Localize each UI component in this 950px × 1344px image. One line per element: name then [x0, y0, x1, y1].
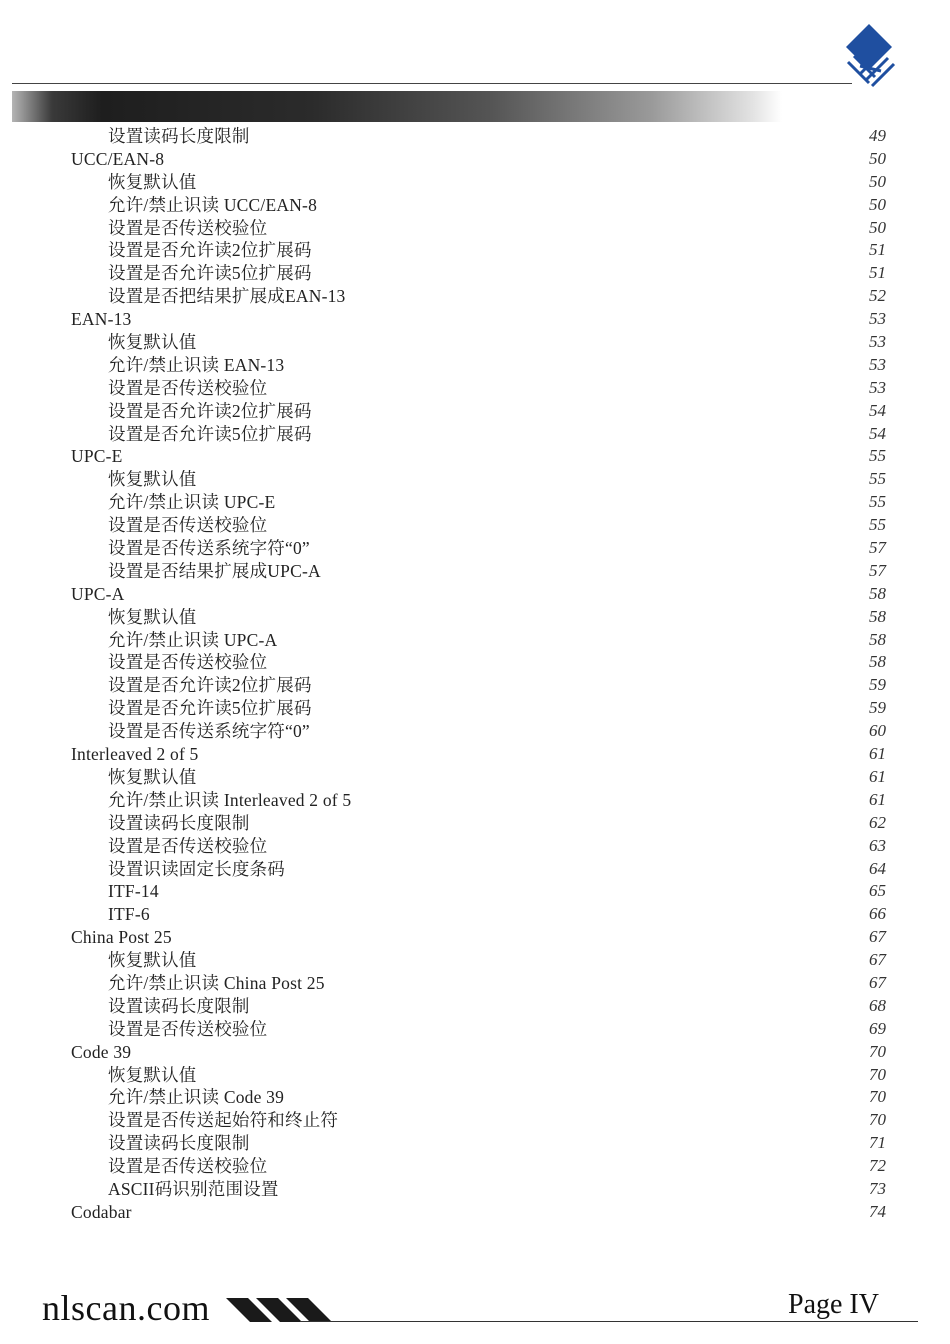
toc-entry-title: 设置是否传送校验位	[108, 217, 268, 238]
toc-entry-title: 允许/禁止识读 Code 39	[108, 1087, 285, 1108]
toc-page-number: 55	[869, 515, 886, 535]
toc-entry-title: 设置读码长度限制	[108, 126, 250, 146]
toc-entry[interactable]	[0, 673, 950, 696]
toc-page-number: 70	[869, 1087, 886, 1107]
toc-page-number: 70	[869, 1041, 886, 1061]
toc-page-number: 58	[869, 606, 886, 626]
toc-entry[interactable]	[0, 422, 950, 445]
toc-entry-title: 允许/禁止识读 China Post 25	[108, 972, 325, 993]
toc-entry[interactable]	[0, 788, 950, 811]
toc-page-number: 70	[869, 1064, 886, 1084]
toc-entry-title: 允许/禁止识读 UPC-A	[108, 629, 278, 650]
toc-entry[interactable]	[0, 994, 950, 1017]
toc-entry[interactable]	[0, 399, 950, 422]
toc-page-number: 54	[869, 400, 886, 420]
toc-entry[interactable]	[0, 124, 950, 147]
toc-entry[interactable]	[0, 559, 950, 582]
toc-entry-title: 设置读码长度限制	[108, 1133, 250, 1154]
toc-entry-title: 恢复默认值	[108, 1064, 197, 1085]
toc-entry[interactable]	[0, 536, 950, 559]
toc-entry-title: 设置识读固定长度条码	[108, 858, 285, 879]
toc-entry-title: 设置是否传送校验位	[108, 377, 268, 398]
toc-page-number: 59	[869, 675, 886, 695]
toc-entry[interactable]	[0, 857, 950, 880]
footer-site-name: nlscan.com	[42, 1288, 210, 1328]
toc-entry-title: 设置是否结果扩展成UPC-A	[108, 560, 321, 581]
toc-entry[interactable]	[0, 948, 950, 971]
toc-page-number: 69	[869, 1018, 886, 1038]
nlscan-diamond-logo-icon	[842, 22, 896, 92]
toc-section[interactable]	[0, 147, 950, 170]
toc-entry-title: Code 39	[71, 1041, 132, 1062]
toc-entry-title: ITF-6	[108, 904, 150, 925]
toc-page-number: 58	[869, 652, 886, 672]
toc-page-number: 52	[869, 286, 886, 306]
toc-entry-title: UCC/EAN-8	[71, 148, 165, 169]
toc-page-number: 58	[869, 629, 886, 649]
toc-entry[interactable]	[0, 193, 950, 216]
toc-entry-title: 设置是否传送系统字符“0”	[108, 538, 310, 559]
toc-page-number: 63	[869, 835, 886, 855]
toc-page-number: 70	[869, 1110, 886, 1130]
toc-entry-title: 设置是否传送校验位	[108, 835, 268, 856]
toc-page-number: 67	[869, 927, 886, 947]
toc-page-number: 53	[869, 309, 886, 329]
toc-entry-title: China Post 25	[71, 927, 172, 948]
toc-page-number: 64	[869, 858, 886, 878]
toc-entry-title: ITF-14	[108, 881, 159, 902]
toc-entry-title: Interleaved 2 of 5	[71, 744, 199, 765]
toc-page-number: 66	[869, 904, 886, 924]
toc-entry[interactable]	[0, 650, 950, 673]
toc-entry-title: Codabar	[71, 1201, 132, 1222]
toc-page-number: 67	[869, 972, 886, 992]
toc-page-number: 53	[869, 354, 886, 374]
toc-section[interactable]	[0, 925, 950, 948]
toc-section[interactable]	[0, 742, 950, 765]
toc-entry-title: 恢复默认值	[108, 332, 197, 353]
toc-entry[interactable]	[0, 284, 950, 307]
toc-entry-title: 设置是否传送校验位	[108, 652, 268, 673]
toc-entry[interactable]	[0, 1017, 950, 1040]
toc-entry[interactable]	[0, 1063, 950, 1086]
toc-page-number: 61	[869, 766, 886, 786]
toc-entry[interactable]	[0, 238, 950, 261]
toc-entry-title: 设置是否允许读5位扩展码	[108, 423, 312, 444]
toc-page-number: 73	[869, 1178, 886, 1198]
toc-page-number: 53	[869, 377, 886, 397]
toc-entry[interactable]	[0, 1154, 950, 1177]
toc-entry[interactable]	[0, 1131, 950, 1154]
toc-page-number: 65	[869, 881, 886, 901]
toc-page-number: 55	[869, 492, 886, 512]
toc-entry[interactable]	[0, 902, 950, 925]
toc-section[interactable]	[0, 1200, 950, 1223]
toc-entry-title: 设置是否传送系统字符“0”	[108, 721, 310, 742]
toc-page-number: 58	[869, 583, 886, 603]
toc-page-number: 57	[869, 538, 886, 558]
toc-page-number: 53	[869, 332, 886, 352]
toc-entry-title: 设置读码长度限制	[108, 812, 250, 833]
toc-page-number: 61	[869, 744, 886, 764]
toc-entry-title: 设置是否允许读5位扩展码	[108, 263, 312, 284]
toc-entry-title: EAN-13	[71, 309, 132, 330]
toc-entry[interactable]	[0, 330, 950, 353]
toc-entry-title: 允许/禁止识读 EAN-13	[108, 354, 285, 375]
toc-page-number: 57	[869, 560, 886, 580]
toc-entry-title: 设置是否允许读2位扩展码	[108, 675, 312, 696]
toc-entry-title: 设置是否把结果扩展成EAN-13	[108, 286, 346, 307]
toc-entry[interactable]	[0, 261, 950, 284]
toc-entry[interactable]	[0, 719, 950, 742]
toc-entry-title: 恢复默认值	[108, 950, 197, 971]
toc-entry[interactable]	[0, 879, 950, 902]
toc-entry[interactable]	[0, 467, 950, 490]
toc-section[interactable]	[0, 307, 950, 330]
toc-entry[interactable]	[0, 216, 950, 239]
toc-section[interactable]	[0, 444, 950, 467]
toc-entry[interactable]	[0, 811, 950, 834]
toc-page-number: 50	[869, 171, 886, 191]
toc-section[interactable]	[0, 1040, 950, 1063]
toc-entry-title: ASCII码识别范围设置	[108, 1178, 279, 1199]
toc-entry[interactable]	[0, 353, 950, 376]
toc-entry-title: UPC-A	[71, 583, 125, 604]
toc-entry[interactable]	[0, 628, 950, 651]
toc-page-number: 50	[869, 148, 886, 168]
toc-entry-title: 允许/禁止识读 UPC-E	[108, 492, 276, 513]
toc-entry-title: UPC-E	[71, 446, 123, 467]
toc-page-number: 72	[869, 1156, 886, 1176]
toc-entry[interactable]	[0, 513, 950, 536]
toc-entry-title: 设置是否传送起始符和终止符	[108, 1110, 339, 1131]
header-gradient-bar	[12, 91, 782, 122]
toc-entry-title: 设置是否传送校验位	[108, 515, 268, 536]
toc-entry[interactable]	[0, 834, 950, 857]
toc-entry[interactable]	[0, 1177, 950, 1200]
page-number: Page IV	[788, 1289, 879, 1320]
toc-page-number: 50	[869, 217, 886, 237]
toc-entry[interactable]	[0, 765, 950, 788]
toc-page-number: 68	[869, 995, 886, 1015]
toc-entry[interactable]	[0, 1108, 950, 1131]
toc-page-number: 51	[869, 240, 886, 260]
toc-entry-title: 允许/禁止识读 UCC/EAN-8	[108, 194, 318, 215]
table-of-contents	[0, 124, 950, 1223]
toc-page-number: 60	[869, 721, 886, 741]
footer-stripes-decoration	[222, 1296, 342, 1324]
header-rule	[12, 83, 852, 84]
toc-page-number: 74	[869, 1201, 886, 1221]
toc-page-number: 61	[869, 789, 886, 809]
toc-section[interactable]	[0, 582, 950, 605]
toc-page-number: 71	[869, 1133, 886, 1153]
toc-page-number: 59	[869, 698, 886, 718]
toc-entry-title: 设置是否传送校验位	[108, 1156, 268, 1177]
toc-page-number: 55	[869, 446, 886, 466]
toc-entry-title: 恢复默认值	[108, 171, 197, 192]
toc-entry-title: 恢复默认值	[108, 606, 197, 627]
toc-entry[interactable]	[0, 490, 950, 513]
toc-entry-title: 设置是否允许读5位扩展码	[108, 698, 312, 719]
toc-page-number: 55	[869, 469, 886, 489]
toc-entry-title: 设置是否允许读2位扩展码	[108, 400, 312, 421]
toc-entry[interactable]	[0, 376, 950, 399]
toc-entry-title: 恢复默认值	[108, 469, 197, 490]
toc-page-number: 49	[869, 126, 886, 145]
toc-entry[interactable]	[0, 1085, 950, 1108]
toc-entry-title: 恢复默认值	[108, 766, 197, 787]
toc-entry[interactable]	[0, 170, 950, 193]
toc-page-number: 62	[869, 812, 886, 832]
toc-entry[interactable]	[0, 971, 950, 994]
toc-entry-title: 允许/禁止识读 Interleaved 2 of 5	[108, 789, 352, 810]
toc-page-number: 50	[869, 194, 886, 214]
toc-page-number: 54	[869, 423, 886, 443]
toc-entry-title: 设置读码长度限制	[108, 995, 250, 1016]
toc-entry[interactable]	[0, 696, 950, 719]
toc-entry[interactable]	[0, 605, 950, 628]
toc-page-number: 67	[869, 950, 886, 970]
toc-entry-title: 设置是否允许读2位扩展码	[108, 240, 312, 261]
toc-page-number: 51	[869, 263, 886, 283]
toc-entry-title: 设置是否传送校验位	[108, 1018, 268, 1039]
